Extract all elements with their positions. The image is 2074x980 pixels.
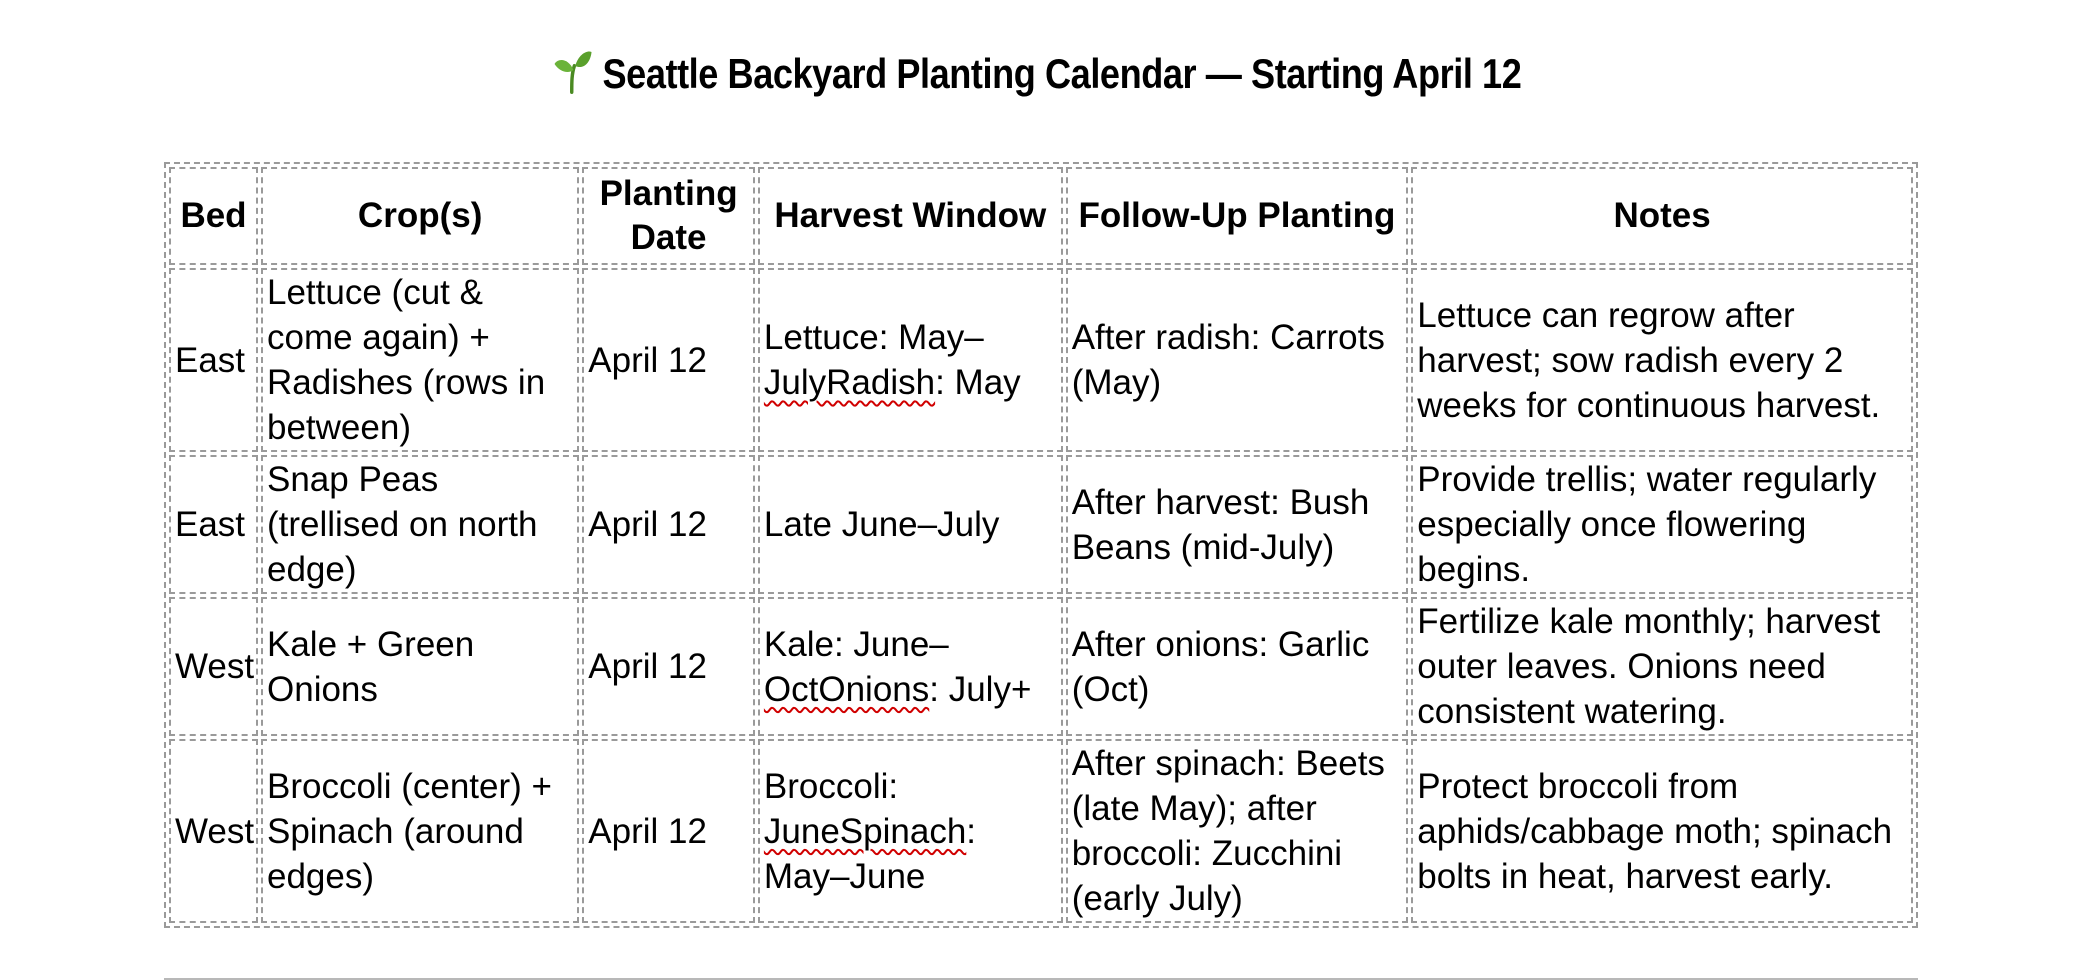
table-header-row	[169, 167, 1913, 265]
spellcheck-word[interactable]: JuneSpinach	[763, 811, 967, 851]
cell-bed: West	[169, 597, 258, 736]
cell-follow-up: After harvest: Bush Beans (mid-July)	[1066, 455, 1409, 594]
column-header-crops: Crop(s)	[261, 167, 579, 265]
column-header-planting-date: Planting Date	[582, 167, 755, 265]
seedling-icon	[553, 50, 593, 94]
table-row	[169, 268, 1913, 452]
cell-follow-up: After onions: Garlic (Oct)	[1066, 597, 1409, 736]
table-row	[169, 739, 1913, 923]
spellcheck-word[interactable]: JulyRadish	[763, 363, 936, 402]
harvest-text: Kale: June–	[763, 624, 949, 664]
cell-planting-date: April 12	[582, 597, 755, 736]
column-header-harvest-window: Harvest Window	[758, 167, 1063, 265]
cell-bed: West	[169, 739, 258, 923]
cell-planting-date: April 12	[582, 455, 755, 594]
cell-harvest-window	[758, 268, 1063, 452]
cell-follow-up: After spinach: Beets (late May); after broccoli: Zucchini (early July)	[1066, 739, 1409, 923]
spellcheck-word[interactable]: OctOnions	[763, 669, 930, 709]
column-header-bed: Bed	[169, 167, 258, 265]
title-text: Seattle Backyard Planting Calendar — Starting April 12	[602, 50, 1522, 97]
harvest-text: Broccoli:	[763, 766, 899, 806]
cell-harvest-window	[758, 455, 1063, 594]
cell-crops: Kale + Green Onions	[261, 597, 579, 736]
harvest-text: Late June–July	[763, 505, 1000, 544]
harvest-text: : July+	[929, 669, 1032, 709]
harvest-text: : May	[935, 363, 1021, 402]
cell-notes: Provide trellis; water regularly especially once flowering begins.	[1411, 455, 1913, 594]
cell-notes: Fertilize kale monthly; harvest outer leaves. Onions need consistent watering.	[1411, 597, 1913, 736]
cell-bed: East	[169, 268, 258, 452]
cell-bed: East	[169, 455, 258, 594]
cell-notes: Protect broccoli from aphids/cabbage moth; spinach bolts in heat, harvest early.	[1411, 739, 1913, 923]
cell-crops: Snap Peas (trellised on north edge)	[261, 455, 579, 594]
table-row	[169, 597, 1913, 736]
cell-planting-date: April 12	[582, 268, 755, 452]
harvest-text: Lettuce: May–	[763, 318, 984, 357]
page-title	[145, 50, 1929, 98]
planting-calendar-table	[164, 162, 1918, 928]
column-header-follow-up: Follow-Up Planting	[1066, 167, 1409, 265]
cell-harvest-window	[758, 739, 1063, 923]
cell-notes: Lettuce can regrow after harvest; sow radish every 2 weeks for continuous harvest.	[1411, 268, 1913, 452]
harvest-text: : May–June	[763, 811, 977, 896]
cell-harvest-window	[758, 597, 1063, 736]
cell-planting-date: April 12	[582, 739, 755, 923]
cell-crops: Lettuce (cut & come again) + Radishes (rows in between)	[261, 268, 579, 452]
column-header-notes: Notes	[1411, 167, 1913, 265]
cell-crops: Broccoli (center) + Spinach (around edges)	[261, 739, 579, 923]
cell-follow-up: After radish: Carrots (May)	[1066, 268, 1409, 452]
table-row	[169, 455, 1913, 594]
